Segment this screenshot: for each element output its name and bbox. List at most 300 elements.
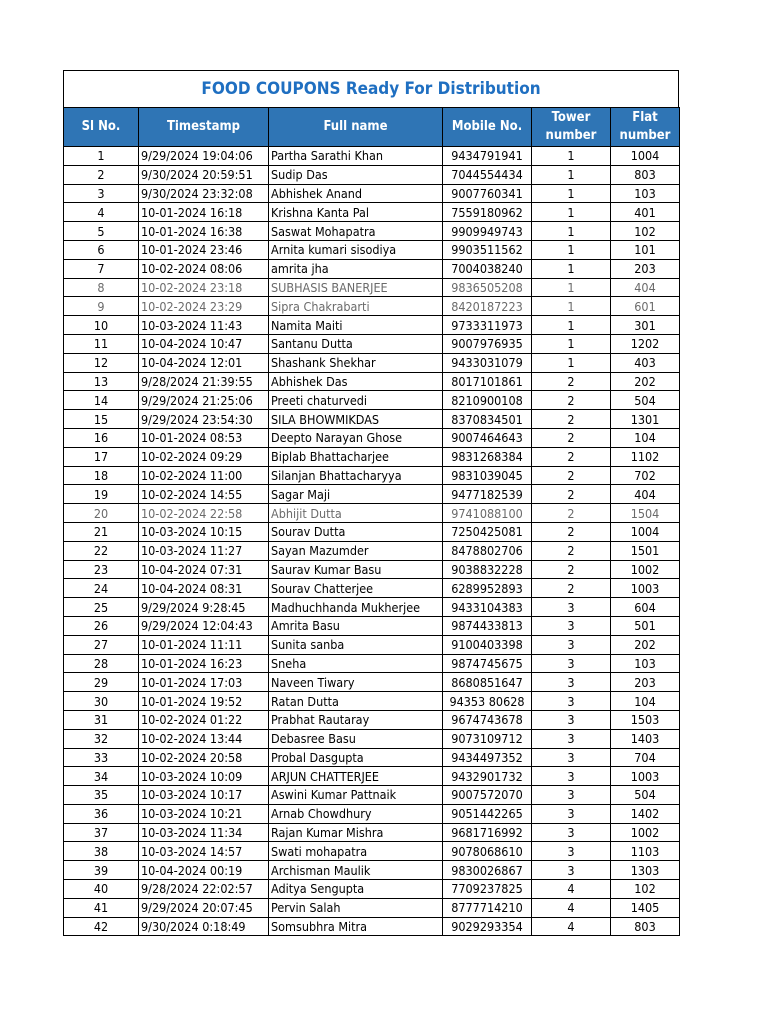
cell-mobile-no: 8777714210 xyxy=(443,898,532,917)
cell-tower-number: 1 xyxy=(532,259,611,278)
cell-tower-number: 3 xyxy=(532,598,611,617)
cell-full-name: Swati mohapatra xyxy=(269,842,443,861)
cell-full-name: Aditya Sengupta xyxy=(269,880,443,899)
cell-mobile-no: 8478802706 xyxy=(443,541,532,560)
cell-full-name: Debasree Basu xyxy=(269,729,443,748)
cell-sl-no: 37 xyxy=(64,823,139,842)
cell-mobile-no: 7559180962 xyxy=(443,203,532,222)
cell-mobile-no: 9007760341 xyxy=(443,184,532,203)
cell-mobile-no: 9836505208 xyxy=(443,278,532,297)
table-row xyxy=(64,541,680,560)
cell-flat-number: 1301 xyxy=(611,410,680,429)
table-row xyxy=(64,485,680,504)
cell-mobile-no: 9830026867 xyxy=(443,861,532,880)
cell-full-name: Sagar Maji xyxy=(269,485,443,504)
cell-tower-number: 2 xyxy=(532,522,611,541)
cell-mobile-no: 9874433813 xyxy=(443,616,532,635)
cell-mobile-no: 6289952893 xyxy=(443,579,532,598)
cell-tower-number: 1 xyxy=(532,240,611,259)
cell-flat-number: 1004 xyxy=(611,147,680,166)
cell-timestamp: 9/28/2024 22:02:57 xyxy=(139,880,269,899)
cell-timestamp: 10-01-2024 16:23 xyxy=(139,654,269,673)
cell-mobile-no: 9007976935 xyxy=(443,334,532,353)
cell-full-name: Prabhat Rautaray xyxy=(269,710,443,729)
cell-timestamp: 10-02-2024 22:58 xyxy=(139,504,269,523)
cell-sl-no: 27 xyxy=(64,635,139,654)
cell-timestamp: 10-02-2024 13:44 xyxy=(139,729,269,748)
col-header-mobile-no: Mobile No. xyxy=(443,108,532,147)
cell-full-name: Biplab Bhattacharjee xyxy=(269,447,443,466)
cell-mobile-no: 9078068610 xyxy=(443,842,532,861)
cell-sl-no: 23 xyxy=(64,560,139,579)
cell-timestamp: 9/29/2024 20:07:45 xyxy=(139,898,269,917)
table-row xyxy=(64,316,680,335)
table-row xyxy=(64,710,680,729)
col-header-timestamp: Timestamp xyxy=(139,108,269,147)
cell-tower-number: 2 xyxy=(532,466,611,485)
cell-flat-number: 1103 xyxy=(611,842,680,861)
cell-flat-number: 203 xyxy=(611,259,680,278)
cell-sl-no: 17 xyxy=(64,447,139,466)
table-row xyxy=(64,560,680,579)
cell-full-name: Saurav Kumar Basu xyxy=(269,560,443,579)
table-row xyxy=(64,861,680,880)
cell-sl-no: 32 xyxy=(64,729,139,748)
cell-timestamp: 10-02-2024 23:18 xyxy=(139,278,269,297)
cell-mobile-no: 8017101861 xyxy=(443,372,532,391)
table-row xyxy=(64,353,680,372)
table-row xyxy=(64,898,680,917)
cell-sl-no: 19 xyxy=(64,485,139,504)
cell-full-name: SUBHASIS BANERJEE xyxy=(269,278,443,297)
cell-full-name: Sayan Mazumder xyxy=(269,541,443,560)
cell-tower-number: 4 xyxy=(532,917,611,936)
cell-tower-number: 3 xyxy=(532,692,611,711)
table-row xyxy=(64,917,680,936)
cell-mobile-no: 9741088100 xyxy=(443,504,532,523)
header-row xyxy=(64,108,680,147)
cell-sl-no: 13 xyxy=(64,372,139,391)
cell-sl-no: 33 xyxy=(64,748,139,767)
cell-tower-number: 2 xyxy=(532,485,611,504)
cell-sl-no: 15 xyxy=(64,410,139,429)
cell-sl-no: 1 xyxy=(64,147,139,166)
cell-full-name: Madhuchhanda Mukherjee xyxy=(269,598,443,617)
cell-flat-number: 604 xyxy=(611,598,680,617)
table-row xyxy=(64,259,680,278)
cell-mobile-no: 9674743678 xyxy=(443,710,532,729)
cell-tower-number: 3 xyxy=(532,767,611,786)
cell-flat-number: 1003 xyxy=(611,767,680,786)
cell-full-name: Sourav Dutta xyxy=(269,522,443,541)
col-header-sl-no: Sl No. xyxy=(64,108,139,147)
table-row xyxy=(64,334,680,353)
cell-full-name: Santanu Dutta xyxy=(269,334,443,353)
cell-tower-number: 2 xyxy=(532,541,611,560)
cell-mobile-no: 9831039045 xyxy=(443,466,532,485)
cell-tower-number: 2 xyxy=(532,372,611,391)
cell-flat-number: 1504 xyxy=(611,504,680,523)
col-header-full-name: Full name xyxy=(269,108,443,147)
cell-full-name: Abhishek Anand xyxy=(269,184,443,203)
cell-flat-number: 1003 xyxy=(611,579,680,598)
cell-mobile-no: 7250425081 xyxy=(443,522,532,541)
cell-timestamp: 10-03-2024 11:34 xyxy=(139,823,269,842)
cell-full-name: Krishna Kanta Pal xyxy=(269,203,443,222)
cell-timestamp: 9/30/2024 0:18:49 xyxy=(139,917,269,936)
cell-full-name: Ratan Dutta xyxy=(269,692,443,711)
cell-tower-number: 1 xyxy=(532,297,611,316)
table-row xyxy=(64,880,680,899)
cell-flat-number: 202 xyxy=(611,635,680,654)
cell-full-name: Aswini Kumar Pattnaik xyxy=(269,786,443,805)
cell-sl-no: 16 xyxy=(64,428,139,447)
cell-flat-number: 203 xyxy=(611,673,680,692)
cell-sl-no: 11 xyxy=(64,334,139,353)
cell-timestamp: 10-02-2024 20:58 xyxy=(139,748,269,767)
cell-timestamp: 9/29/2024 19:04:06 xyxy=(139,147,269,166)
cell-timestamp: 10-01-2024 19:52 xyxy=(139,692,269,711)
cell-mobile-no: 9831268384 xyxy=(443,447,532,466)
cell-timestamp: 10-04-2024 12:01 xyxy=(139,353,269,372)
cell-full-name: Naveen Tiwary xyxy=(269,673,443,692)
cell-tower-number: 2 xyxy=(532,579,611,598)
col-header-flat-number: Flat number xyxy=(611,108,680,147)
cell-tower-number: 4 xyxy=(532,898,611,917)
cell-sl-no: 8 xyxy=(64,278,139,297)
cell-tower-number: 2 xyxy=(532,410,611,429)
cell-mobile-no: 9029293354 xyxy=(443,917,532,936)
cell-timestamp: 10-01-2024 16:38 xyxy=(139,222,269,241)
cell-sl-no: 34 xyxy=(64,767,139,786)
cell-full-name: Abhishek Das xyxy=(269,372,443,391)
cell-sl-no: 30 xyxy=(64,692,139,711)
cell-timestamp: 10-03-2024 11:27 xyxy=(139,541,269,560)
cell-timestamp: 9/29/2024 12:04:43 xyxy=(139,616,269,635)
cell-full-name: amrita jha xyxy=(269,259,443,278)
cell-mobile-no: 9432901732 xyxy=(443,767,532,786)
cell-flat-number: 501 xyxy=(611,616,680,635)
cell-timestamp: 9/30/2024 20:59:51 xyxy=(139,165,269,184)
cell-timestamp: 10-02-2024 23:29 xyxy=(139,297,269,316)
cell-flat-number: 704 xyxy=(611,748,680,767)
cell-flat-number: 1501 xyxy=(611,541,680,560)
coupon-sheet xyxy=(63,70,679,936)
cell-full-name: Namita Maiti xyxy=(269,316,443,335)
table-row xyxy=(64,240,680,259)
cell-sl-no: 38 xyxy=(64,842,139,861)
coupon-table xyxy=(63,107,680,936)
table-row xyxy=(64,466,680,485)
cell-timestamp: 9/29/2024 23:54:30 xyxy=(139,410,269,429)
cell-timestamp: 9/28/2024 21:39:55 xyxy=(139,372,269,391)
cell-mobile-no: 8420187223 xyxy=(443,297,532,316)
cell-timestamp: 10-03-2024 10:15 xyxy=(139,522,269,541)
cell-full-name: Sneha xyxy=(269,654,443,673)
cell-full-name: Saswat Mohapatra xyxy=(269,222,443,241)
cell-mobile-no: 9038832228 xyxy=(443,560,532,579)
cell-sl-no: 2 xyxy=(64,165,139,184)
cell-timestamp: 10-04-2024 00:19 xyxy=(139,861,269,880)
cell-sl-no: 26 xyxy=(64,616,139,635)
cell-tower-number: 3 xyxy=(532,654,611,673)
cell-sl-no: 7 xyxy=(64,259,139,278)
cell-tower-number: 1 xyxy=(532,147,611,166)
cell-full-name: Abhijit Dutta xyxy=(269,504,443,523)
cell-sl-no: 29 xyxy=(64,673,139,692)
cell-timestamp: 10-01-2024 17:03 xyxy=(139,673,269,692)
cell-flat-number: 104 xyxy=(611,428,680,447)
cell-flat-number: 102 xyxy=(611,222,680,241)
cell-tower-number: 1 xyxy=(532,203,611,222)
cell-timestamp: 10-02-2024 01:22 xyxy=(139,710,269,729)
cell-timestamp: 9/29/2024 9:28:45 xyxy=(139,598,269,617)
cell-full-name: Arnab Chowdhury xyxy=(269,804,443,823)
cell-full-name: Partha Sarathi Khan xyxy=(269,147,443,166)
cell-sl-no: 20 xyxy=(64,504,139,523)
cell-sl-no: 25 xyxy=(64,598,139,617)
cell-sl-no: 14 xyxy=(64,391,139,410)
cell-mobile-no: 9909949743 xyxy=(443,222,532,241)
cell-flat-number: 103 xyxy=(611,184,680,203)
cell-mobile-no: 94353 80628 xyxy=(443,692,532,711)
cell-full-name: Silanjan Bhattacharyya xyxy=(269,466,443,485)
cell-sl-no: 5 xyxy=(64,222,139,241)
table-row xyxy=(64,579,680,598)
cell-flat-number: 504 xyxy=(611,391,680,410)
cell-mobile-no: 9434791941 xyxy=(443,147,532,166)
cell-flat-number: 1102 xyxy=(611,447,680,466)
cell-tower-number: 1 xyxy=(532,222,611,241)
cell-flat-number: 403 xyxy=(611,353,680,372)
table-row xyxy=(64,729,680,748)
cell-flat-number: 601 xyxy=(611,297,680,316)
cell-flat-number: 1004 xyxy=(611,522,680,541)
table-row xyxy=(64,297,680,316)
cell-full-name: Preeti chaturvedi xyxy=(269,391,443,410)
cell-tower-number: 1 xyxy=(532,316,611,335)
table-row xyxy=(64,410,680,429)
cell-flat-number: 1405 xyxy=(611,898,680,917)
table-row xyxy=(64,184,680,203)
cell-mobile-no: 9007464643 xyxy=(443,428,532,447)
cell-mobile-no: 9433104383 xyxy=(443,598,532,617)
cell-tower-number: 3 xyxy=(532,729,611,748)
page-title: FOOD COUPONS Ready For Distribution xyxy=(63,70,679,107)
cell-tower-number: 3 xyxy=(532,842,611,861)
cell-sl-no: 6 xyxy=(64,240,139,259)
cell-tower-number: 4 xyxy=(532,880,611,899)
cell-sl-no: 4 xyxy=(64,203,139,222)
cell-full-name: Probal Dasgupta xyxy=(269,748,443,767)
cell-flat-number: 102 xyxy=(611,880,680,899)
cell-full-name: Shashank Shekhar xyxy=(269,353,443,372)
cell-tower-number: 3 xyxy=(532,635,611,654)
cell-mobile-no: 9434497352 xyxy=(443,748,532,767)
cell-mobile-no: 9733311973 xyxy=(443,316,532,335)
cell-tower-number: 3 xyxy=(532,861,611,880)
cell-tower-number: 2 xyxy=(532,504,611,523)
table-row xyxy=(64,522,680,541)
cell-mobile-no: 9681716992 xyxy=(443,823,532,842)
table-row xyxy=(64,767,680,786)
cell-flat-number: 301 xyxy=(611,316,680,335)
cell-timestamp: 10-01-2024 16:18 xyxy=(139,203,269,222)
table-row xyxy=(64,165,680,184)
cell-tower-number: 1 xyxy=(532,278,611,297)
cell-full-name: SILA BHOWMIKDAS xyxy=(269,410,443,429)
cell-timestamp: 10-03-2024 14:57 xyxy=(139,842,269,861)
cell-timestamp: 10-03-2024 11:43 xyxy=(139,316,269,335)
cell-sl-no: 39 xyxy=(64,861,139,880)
cell-full-name: ARJUN CHATTERJEE xyxy=(269,767,443,786)
table-row xyxy=(64,654,680,673)
table-body xyxy=(64,147,680,936)
table-row xyxy=(64,428,680,447)
table-row xyxy=(64,673,680,692)
cell-timestamp: 10-03-2024 10:21 xyxy=(139,804,269,823)
cell-timestamp: 10-03-2024 10:09 xyxy=(139,767,269,786)
cell-sl-no: 22 xyxy=(64,541,139,560)
cell-flat-number: 404 xyxy=(611,278,680,297)
cell-flat-number: 803 xyxy=(611,165,680,184)
cell-full-name: Sourav Chatterjee xyxy=(269,579,443,598)
cell-timestamp: 10-01-2024 11:11 xyxy=(139,635,269,654)
cell-mobile-no: 8680851647 xyxy=(443,673,532,692)
cell-flat-number: 1503 xyxy=(611,710,680,729)
cell-timestamp: 10-03-2024 10:17 xyxy=(139,786,269,805)
cell-flat-number: 101 xyxy=(611,240,680,259)
cell-mobile-no: 7709237825 xyxy=(443,880,532,899)
cell-timestamp: 9/29/2024 21:25:06 xyxy=(139,391,269,410)
cell-timestamp: 10-02-2024 11:00 xyxy=(139,466,269,485)
cell-timestamp: 10-04-2024 08:31 xyxy=(139,579,269,598)
cell-flat-number: 504 xyxy=(611,786,680,805)
table-row xyxy=(64,804,680,823)
cell-full-name: Sunita sanba xyxy=(269,635,443,654)
table-row xyxy=(64,635,680,654)
cell-timestamp: 10-04-2024 10:47 xyxy=(139,334,269,353)
cell-full-name: Sipra Chakrabarti xyxy=(269,297,443,316)
cell-flat-number: 1403 xyxy=(611,729,680,748)
cell-flat-number: 202 xyxy=(611,372,680,391)
cell-tower-number: 3 xyxy=(532,823,611,842)
cell-sl-no: 24 xyxy=(64,579,139,598)
cell-tower-number: 2 xyxy=(532,428,611,447)
cell-sl-no: 31 xyxy=(64,710,139,729)
cell-tower-number: 1 xyxy=(532,353,611,372)
cell-sl-no: 40 xyxy=(64,880,139,899)
cell-flat-number: 404 xyxy=(611,485,680,504)
table-row xyxy=(64,147,680,166)
cell-mobile-no: 9903511562 xyxy=(443,240,532,259)
cell-full-name: Sudip Das xyxy=(269,165,443,184)
table-row xyxy=(64,842,680,861)
cell-flat-number: 1402 xyxy=(611,804,680,823)
cell-flat-number: 401 xyxy=(611,203,680,222)
cell-mobile-no: 9100403398 xyxy=(443,635,532,654)
cell-timestamp: 10-01-2024 23:46 xyxy=(139,240,269,259)
col-header-tower-number: Tower number xyxy=(532,108,611,147)
table-row xyxy=(64,786,680,805)
cell-timestamp: 10-02-2024 08:06 xyxy=(139,259,269,278)
table-row xyxy=(64,616,680,635)
cell-full-name: Arnita kumari sisodiya xyxy=(269,240,443,259)
cell-mobile-no: 9433031079 xyxy=(443,353,532,372)
cell-mobile-no: 8370834501 xyxy=(443,410,532,429)
cell-flat-number: 1002 xyxy=(611,560,680,579)
cell-sl-no: 10 xyxy=(64,316,139,335)
cell-tower-number: 2 xyxy=(532,391,611,410)
cell-mobile-no: 7044554434 xyxy=(443,165,532,184)
cell-full-name: Archisman Maulik xyxy=(269,861,443,880)
cell-flat-number: 1002 xyxy=(611,823,680,842)
cell-timestamp: 9/30/2024 23:32:08 xyxy=(139,184,269,203)
cell-tower-number: 1 xyxy=(532,184,611,203)
cell-mobile-no: 9874745675 xyxy=(443,654,532,673)
table-row xyxy=(64,504,680,523)
cell-mobile-no: 8210900108 xyxy=(443,391,532,410)
cell-mobile-no: 9073109712 xyxy=(443,729,532,748)
table-row xyxy=(64,748,680,767)
cell-flat-number: 702 xyxy=(611,466,680,485)
table-row xyxy=(64,203,680,222)
cell-flat-number: 1303 xyxy=(611,861,680,880)
cell-sl-no: 9 xyxy=(64,297,139,316)
cell-full-name: Deepto Narayan Ghose xyxy=(269,428,443,447)
cell-tower-number: 2 xyxy=(532,560,611,579)
cell-sl-no: 35 xyxy=(64,786,139,805)
cell-timestamp: 10-04-2024 07:31 xyxy=(139,560,269,579)
cell-sl-no: 42 xyxy=(64,917,139,936)
cell-tower-number: 3 xyxy=(532,748,611,767)
cell-timestamp: 10-01-2024 08:53 xyxy=(139,428,269,447)
table-row xyxy=(64,447,680,466)
cell-tower-number: 1 xyxy=(532,334,611,353)
cell-tower-number: 3 xyxy=(532,710,611,729)
table-row xyxy=(64,278,680,297)
cell-mobile-no: 9477182539 xyxy=(443,485,532,504)
cell-sl-no: 12 xyxy=(64,353,139,372)
cell-sl-no: 36 xyxy=(64,804,139,823)
cell-sl-no: 28 xyxy=(64,654,139,673)
cell-full-name: Rajan Kumar Mishra xyxy=(269,823,443,842)
cell-timestamp: 10-02-2024 09:29 xyxy=(139,447,269,466)
cell-flat-number: 803 xyxy=(611,917,680,936)
cell-tower-number: 3 xyxy=(532,804,611,823)
cell-tower-number: 2 xyxy=(532,447,611,466)
cell-tower-number: 3 xyxy=(532,786,611,805)
table-row xyxy=(64,391,680,410)
cell-flat-number: 104 xyxy=(611,692,680,711)
cell-tower-number: 1 xyxy=(532,165,611,184)
cell-sl-no: 18 xyxy=(64,466,139,485)
table-row xyxy=(64,823,680,842)
cell-flat-number: 103 xyxy=(611,654,680,673)
cell-sl-no: 3 xyxy=(64,184,139,203)
cell-full-name: Somsubhra Mitra xyxy=(269,917,443,936)
cell-mobile-no: 7004038240 xyxy=(443,259,532,278)
cell-sl-no: 41 xyxy=(64,898,139,917)
cell-flat-number: 1202 xyxy=(611,334,680,353)
cell-sl-no: 21 xyxy=(64,522,139,541)
table-row xyxy=(64,222,680,241)
table-row xyxy=(64,372,680,391)
table-row xyxy=(64,598,680,617)
cell-full-name: Pervin Salah xyxy=(269,898,443,917)
cell-mobile-no: 9007572070 xyxy=(443,786,532,805)
cell-mobile-no: 9051442265 xyxy=(443,804,532,823)
